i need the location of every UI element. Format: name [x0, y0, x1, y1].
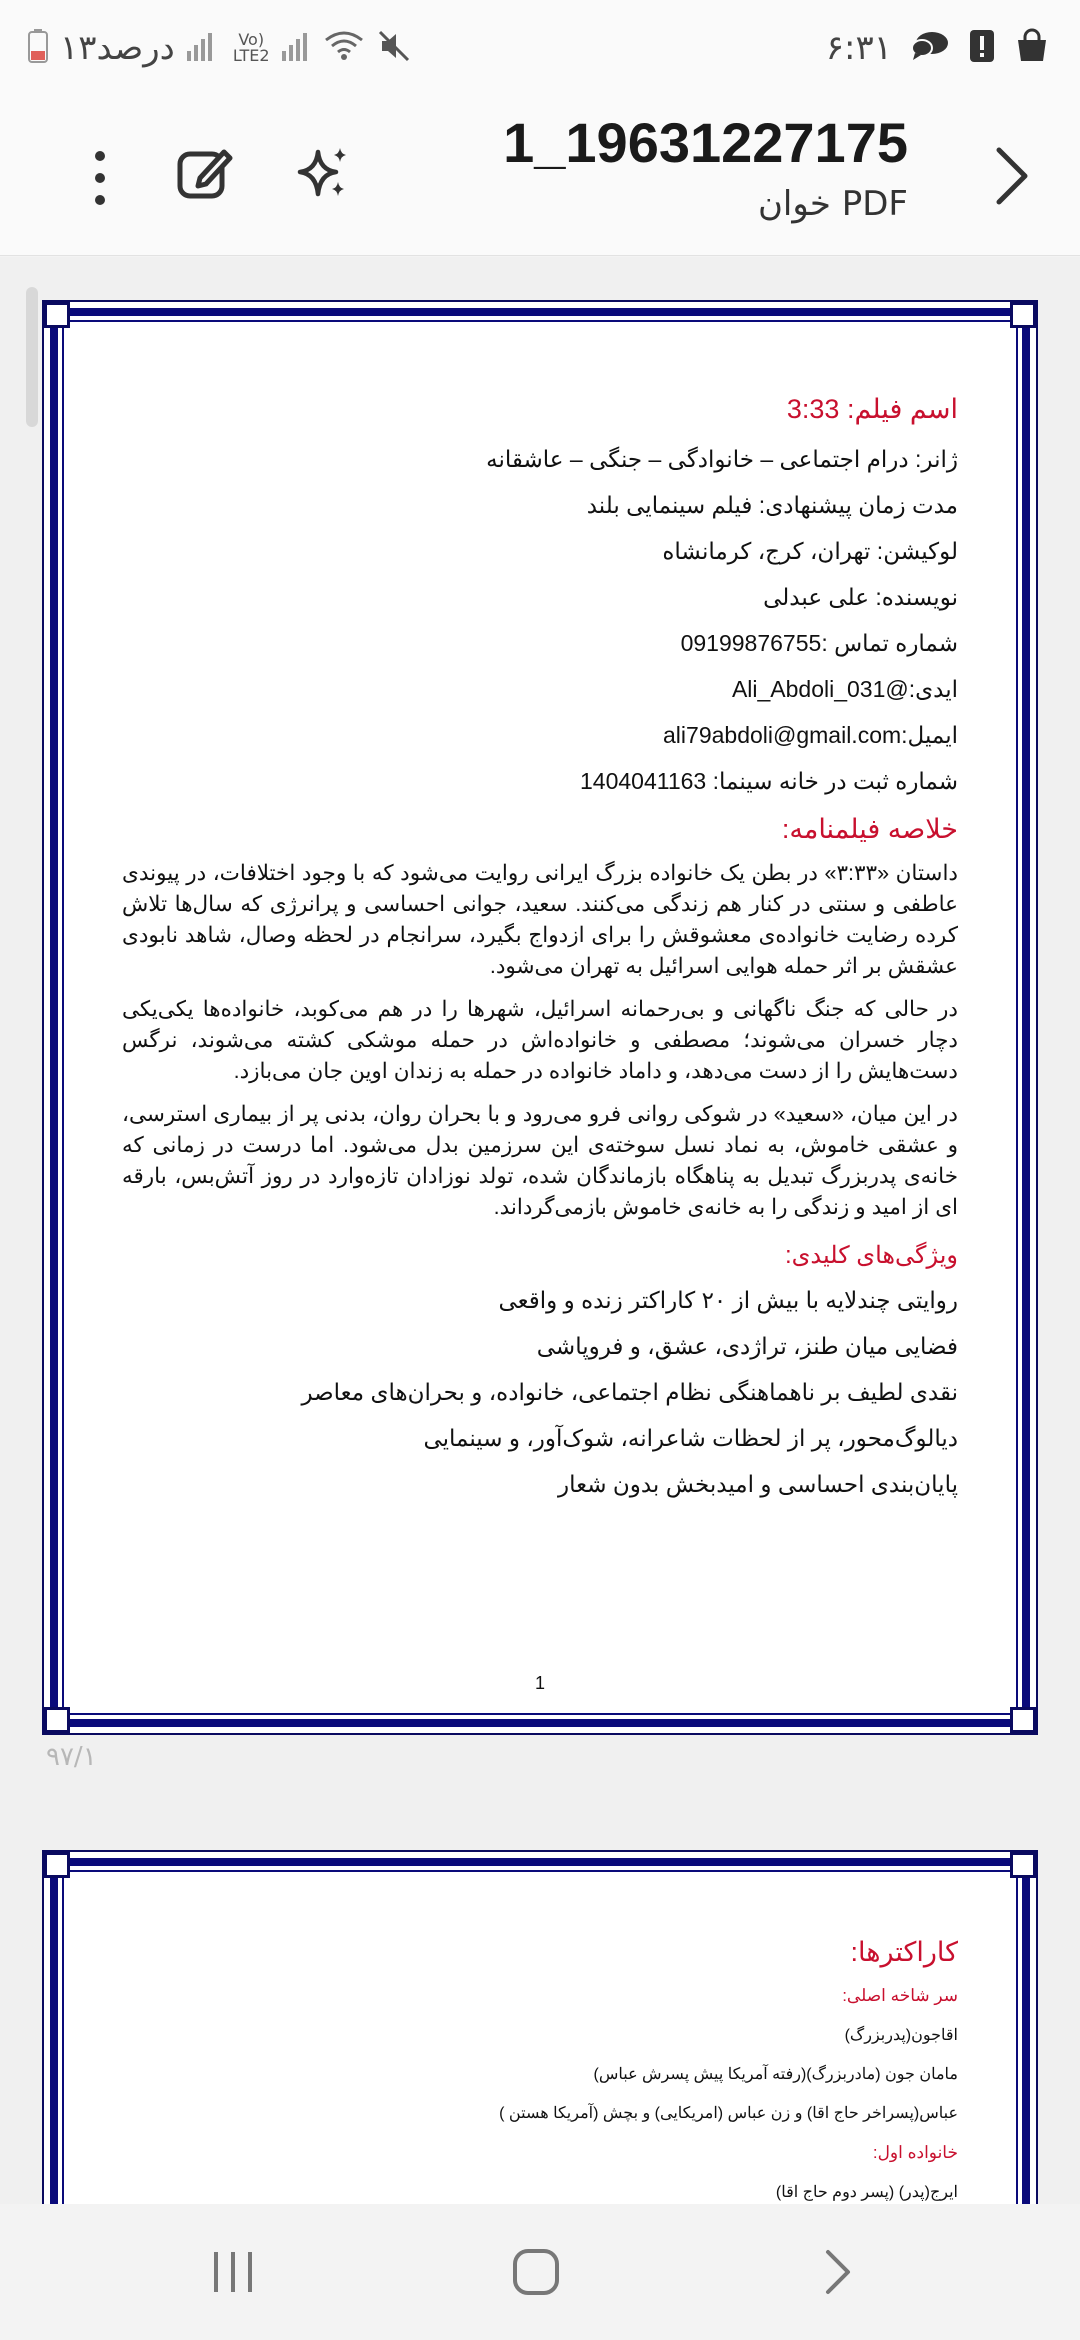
feature-item: دیالوگ‌محور، پر از لحظات شاعرانه، شوک‌آور، و سینمایی: [423, 1425, 958, 1451]
info-location: لوکیشن: تهران، کرج، کرمانشاه: [662, 538, 958, 564]
info-registration: شماره ثبت در خانه سینما: 1404041163: [580, 768, 958, 794]
character-item: عباس(پسراخر حاج اقا) و زن عباس (امریکایی) و بچش (آمریکا هستن ): [499, 2105, 958, 2122]
character-item: مامان جون (مادربزرگ)(رفته آمریکا پیش پسرش عباس): [593, 2066, 958, 2083]
info-genre: ژانر: درام اجتماعی – خانوادگی – جنگی – عاشقانه: [486, 446, 958, 472]
corner-ornament: [1010, 1707, 1036, 1733]
info-duration: مدت زمان پیشنهادی: فیلم سینمایی بلند: [586, 492, 958, 518]
battery-text: ۱۳درصد: [60, 28, 175, 68]
summary-paragraph-2: در حالی که جنگ ناگهانی و بی‌رحمانه اسرائیل، شهرها را در هم می‌کوبد، خانواده‌ها یکی‌یکی دچار خسران می‌شوند؛ مصطفی و خانواده‌اش در حمله موشکی کشته می‌شوند، نرگس دست‌هایش را از دست می‌دهد، و داماد خانواده در حمله به زندان اوین جان می‌بازد.: [122, 997, 958, 1083]
features-heading: ویژگی‌های کلیدی:: [784, 1242, 958, 1269]
corner-ornament: [1010, 1852, 1036, 1878]
alert-icon: [968, 28, 996, 68]
scrollbar-thumb[interactable]: [26, 287, 38, 427]
wifi-icon: [324, 30, 364, 66]
lte-label: Vo) LTE2: [232, 30, 270, 65]
app-subtitle: PDF خوان: [757, 184, 908, 224]
characters-heading: کاراکترها:: [850, 1937, 958, 1967]
info-phone: شماره تماس :09199876755: [680, 630, 958, 656]
status-right: [826, 28, 1050, 68]
system-nav-bar: [0, 2204, 1080, 2340]
signal-icon-2: [282, 31, 312, 65]
feature-item: روایتی چندلایه با بیش از ۲۰ کاراکتر زنده و واقعی: [498, 1287, 958, 1313]
character-item: اقاجون(پدربزرگ): [844, 2027, 958, 2044]
recent-apps-icon[interactable]: [208, 2244, 258, 2300]
clock: ۶:۳۱: [825, 28, 892, 68]
summary-paragraph-3: در این میان، «سعید» در شوکی روانی فرو می‌رود و با بحران روان، بدنی پر از بیماری استرسی، و عشقی خاموش، به نماد نسل سوخته‌ی این سرزمین بدل می‌شود. اما درست در زمانی که خانه‌ی پدربزرگ تبدیل به پناهگاه بازماندگان شده، تولد نوزادان تازه‌وارد در روز آتش‌بس، بارقه ای از امید و زندگی را به خانه‌ی خاموش بازمی‌گرداند.: [122, 1102, 958, 1219]
document-title: 1_19631227175: [503, 111, 908, 174]
message-icon: [910, 29, 950, 67]
feature-item: پایان‌بندی احساسی و امیدبخش بدون شعار: [557, 1471, 958, 1497]
shopping-bag-icon: [1014, 28, 1050, 68]
back-icon[interactable]: [818, 2244, 858, 2300]
page-1-content: [122, 382, 958, 1507]
info-writer: نویسنده: علی عبدلی: [763, 584, 958, 610]
signal-icon: [187, 31, 221, 65]
page-2-content: [122, 1928, 958, 2204]
sparkle-ai-icon[interactable]: [288, 138, 358, 208]
status-bar: [0, 0, 1080, 100]
feature-item: فضایی میان طنز، تراژدی، عشق، و فروپاشی: [536, 1333, 958, 1359]
pdf-viewer[interactable]: [0, 257, 1080, 2204]
more-options-icon[interactable]: [80, 140, 120, 216]
corner-ornament: [44, 1707, 70, 1733]
corner-ornament: [1010, 302, 1036, 328]
status-left: [28, 28, 412, 68]
family-one-heading: خانواده اول:: [872, 2143, 958, 2162]
info-id: ایدی:@Ali_Abdoli_031: [731, 676, 958, 702]
summary-paragraph-1: داستان «۳:۳۳» در بطن یک خانواده بزرگ ایرانی روایت می‌شود که با وجود اختلافات، در پیوندی عاطفی و سنتی در کنار هم زندگی می‌کنند. سعید، جوانی احساسی و پرانرژی که سال‌ها تلاش کرده رضایت خانواده‌ی معشوقش را برای ازدواج بگیرد، سرانجام در لحظه وصال، شاهد نابودی عشقش بر اثر حمله هوایی اسرائیل به تهران می‌شود.: [122, 861, 958, 978]
pdf-page-2: [42, 1850, 1038, 2204]
home-icon[interactable]: [508, 2244, 564, 2300]
page-number: 1: [534, 1673, 545, 1693]
character-item: ایرج(پدر) (پسر دوم حاج اقا): [775, 2184, 958, 2201]
main-branch-heading: سر شاخه اصلی:: [842, 1986, 958, 2005]
edit-icon[interactable]: [170, 138, 240, 208]
back-chevron-icon[interactable]: [982, 138, 1042, 214]
pdf-page-1: [42, 300, 1038, 1735]
corner-ornament: [44, 1852, 70, 1878]
summary-heading: خلاصه فیلمنامه:: [781, 814, 958, 844]
mute-icon: [376, 28, 412, 68]
app-toolbar: [0, 100, 1080, 256]
film-title: اسم فیلم: 3:33: [786, 394, 958, 424]
battery-icon: [28, 29, 48, 67]
page-indicator: ۹۷/۱: [46, 1742, 97, 1772]
info-email: ایمیل:ali79abdoli@gmail.com: [663, 722, 958, 748]
feature-item: نقدی لطیف بر ناهماهنگی نظام اجتماعی، خانواده، و بحران‌های معاصر: [301, 1379, 958, 1405]
corner-ornament: [44, 302, 70, 328]
